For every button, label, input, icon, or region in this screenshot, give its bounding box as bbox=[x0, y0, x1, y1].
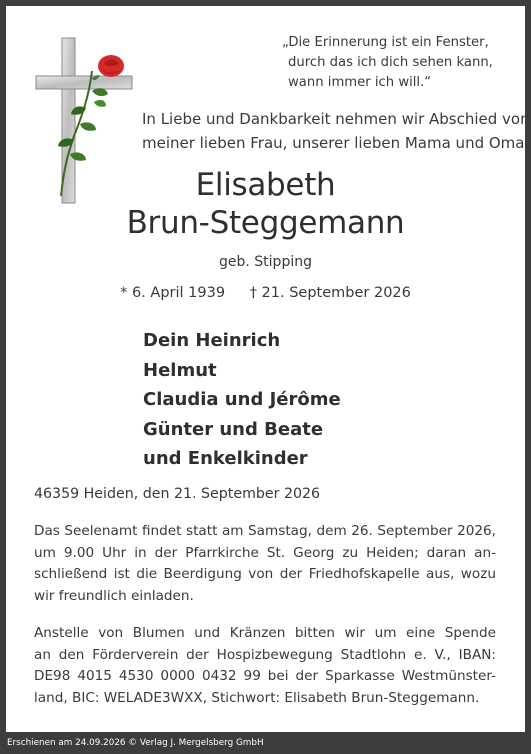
quote-line: wann immer ich will.“ bbox=[288, 75, 432, 90]
quote bbox=[282, 33, 512, 93]
donation-line: land, BIC: WELADE3WXX, Stichwort: Elisabeth Brun-Steggemann. bbox=[34, 689, 480, 706]
donation-info bbox=[34, 623, 496, 709]
life-dates bbox=[0, 285, 531, 301]
mourner: Dein Heinrich bbox=[143, 330, 281, 351]
mourners-list bbox=[143, 326, 341, 474]
funeral-line: Das Seelenamt findet statt am Samstag, dem 26. September 2026, bbox=[34, 523, 496, 539]
quote-line: durch das ich dich sehen kann, bbox=[288, 55, 493, 70]
mourner: und Enkelkinder bbox=[143, 448, 308, 469]
mourner: Günter und Beate bbox=[143, 418, 324, 440]
publication-footer: Erschienen am 24.09.2026 © Verlag J. Mergelsberg GmbH bbox=[0, 732, 531, 754]
donation-line: DE98 4015 4530 0000 0432 99 bei der Sparkasse Westmünster- bbox=[34, 668, 496, 684]
donation-line: Anstelle von Blumen und Kränzen bitten wir um eine Spende bbox=[34, 625, 496, 641]
deceased-first-name: Elisabeth bbox=[195, 167, 336, 203]
place-and-date: 46359 Heiden, den 21. September 2026 bbox=[34, 486, 321, 502]
birth-name: geb. Stipping bbox=[219, 254, 312, 270]
deceased-name bbox=[0, 166, 531, 242]
funeral-line: um 9.00 Uhr in der Pfarrkirche St. Georg zu Heiden; daran an- bbox=[34, 544, 496, 561]
death-date: † 21. September 2026 bbox=[249, 285, 411, 301]
funeral-info bbox=[34, 521, 496, 607]
funeral-line: wir freundlich einladen. bbox=[34, 587, 194, 604]
intro-text bbox=[142, 107, 530, 155]
mourner: Claudia und Jérôme bbox=[143, 389, 341, 410]
deceased-last-name: Brun-Steggemann bbox=[126, 205, 405, 241]
mourner: Helmut bbox=[143, 359, 217, 381]
funeral-line: schließend ist die Beerdigung von der Friedhofskapelle aus, wozu bbox=[34, 566, 496, 582]
birth-date: * 6. April 1939 bbox=[120, 285, 226, 301]
donation-line: an den Förderverein der Hospizbewegung Stadtlohn e. V., IBAN: bbox=[34, 646, 496, 663]
intro-line: In Liebe und Dankbarkeit nehmen wir Abschied von bbox=[142, 110, 530, 128]
intro-line: meiner lieben Frau, unserer lieben Mama und Oma bbox=[142, 134, 525, 152]
quote-line: „Die Erinnerung ist ein Fenster, bbox=[282, 35, 489, 50]
